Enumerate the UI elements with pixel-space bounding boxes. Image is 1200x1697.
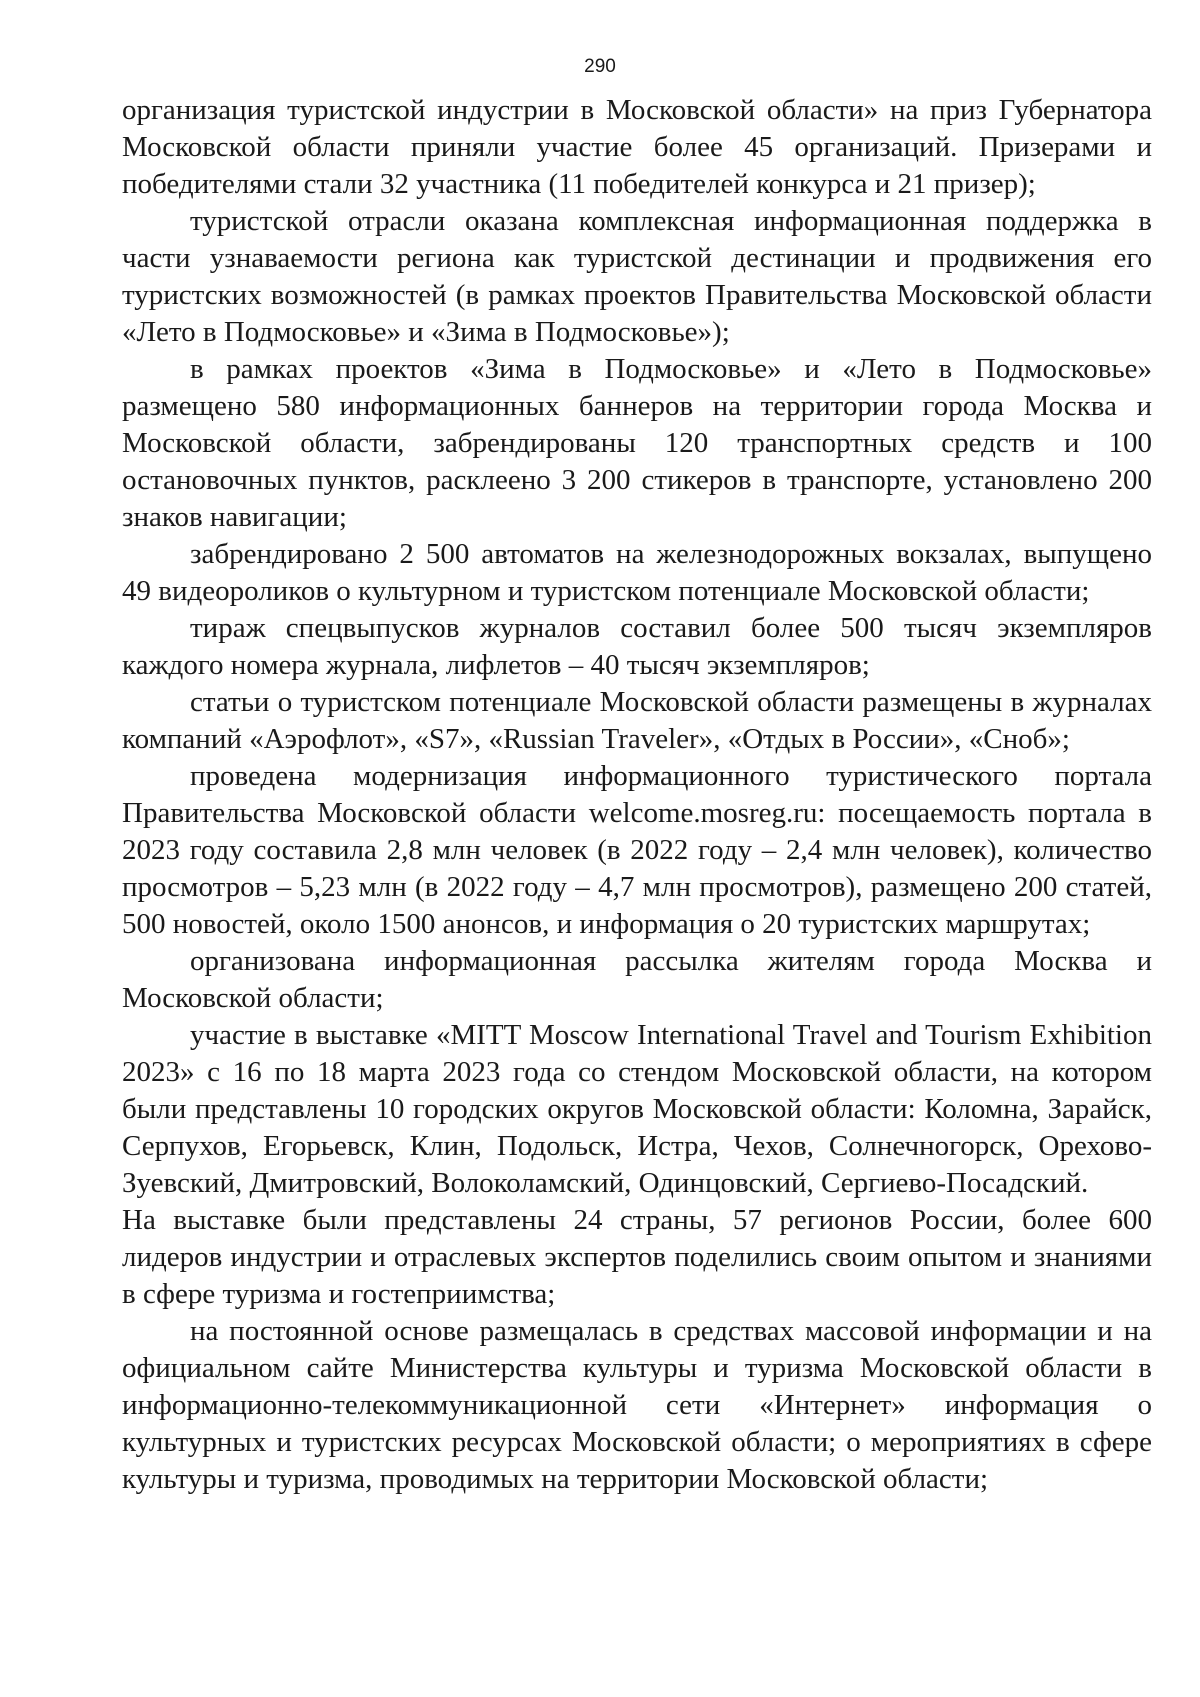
paragraph-mailing: организована информационная рассылка жителям города Москва и Московской области; <box>122 945 1152 1014</box>
paragraph-magazine-articles: статьи о туристском потенциале Московской области размещены в журналах компаний «Аэрофлот», «S7», «Russian Traveler», «Отдых в России», «Сноб»; <box>122 686 1152 755</box>
document-body <box>122 92 1152 1498</box>
paragraph-magazine-circulation: тираж спецвыпусков журналов составил более 500 тысяч экземпляров каждого номера журнала, лифлетов – 40 тысяч экземпляров; <box>122 612 1152 681</box>
paragraph-continuation: организация туристской индустрии в Московской области» на приз Губернатора Московской области приняли участие более 45 организаций. Призерами и победителями стали 32 участника (11 победителей конкурса и 21 призер); <box>122 94 1152 200</box>
paragraph-exhibition-stats: На выставке были представлены 24 страны, 57 регионов России, более 600 лидеров индустрии и отраслевых экспертов поделились своим опытом и знаниями в сфере туризма и гостеприимства; <box>122 1204 1152 1310</box>
page-number: 290 <box>584 56 616 77</box>
paragraph-info-support: туристской отрасли оказана комплексная информационная поддержка в части узнаваемости региона как туристской дестинации и продвижения его туристских возможностей (в рамках проектов Правительства Московской области «Лето в Подмосковье» и «Зима в Подмосковье»); <box>122 205 1152 348</box>
paragraph-vending-branding: забрендировано 2 500 автоматов на железнодорожных вокзалах, выпущено 49 видеороликов о культурном и туристском потенциале Московской области; <box>122 538 1152 607</box>
paragraph-portal-modernization: проведена модернизация информационного туристического портала Правительства Московской области welcome.mosreg.ru: посещаемость портала в 2023 году составила 2,8 млн человек (в 2022 году – 2,4 млн человек), количество просмотров – 5,23 млн (в 2022 году – 4,7 млн просмотров), размещено 200 статей, 500 новостей, около 1500 анонсов, и информация о 20 туристских маршрутах; <box>122 760 1152 940</box>
paragraph-media-info: на постоянной основе размещалась в средствах массовой информации и на официальном сайте Министерства культуры и туризма Московской области в информационно-телекоммуникационной сети «Интернет» информация о культурных и туристских ресурсах Московской области; о мероприятиях в сфере культуры и туризма, проводимых на территории Московской области; <box>122 1315 1152 1495</box>
paragraph-banners: в рамках проектов «Зима в Подмосковье» и «Лето в Подмосковье» размещено 580 информационных баннеров на территории города Москва и Московской области, забрендированы 120 транспортных средств и 100 остановочных пунктов, расклеено 3 200 стикеров в транспорте, установлено 200 знаков навигации; <box>122 353 1152 533</box>
paragraph-mitt-exhibition: участие в выставке «MITT Moscow International Travel and Tourism Exhibition 2023» с 16 по 18 марта 2023 года со стендом Московской области, на котором были представлены 10 городских округов Московской области: Коломна, Зарайск, Серпухов, Егорьевск, Клин, Подольск, Истра, Чехов, Солнечногорск, Орехово-Зуевский, Дмитровский, Волоколамский, Одинцовский, Сергиево-Посадский. <box>122 1019 1152 1199</box>
